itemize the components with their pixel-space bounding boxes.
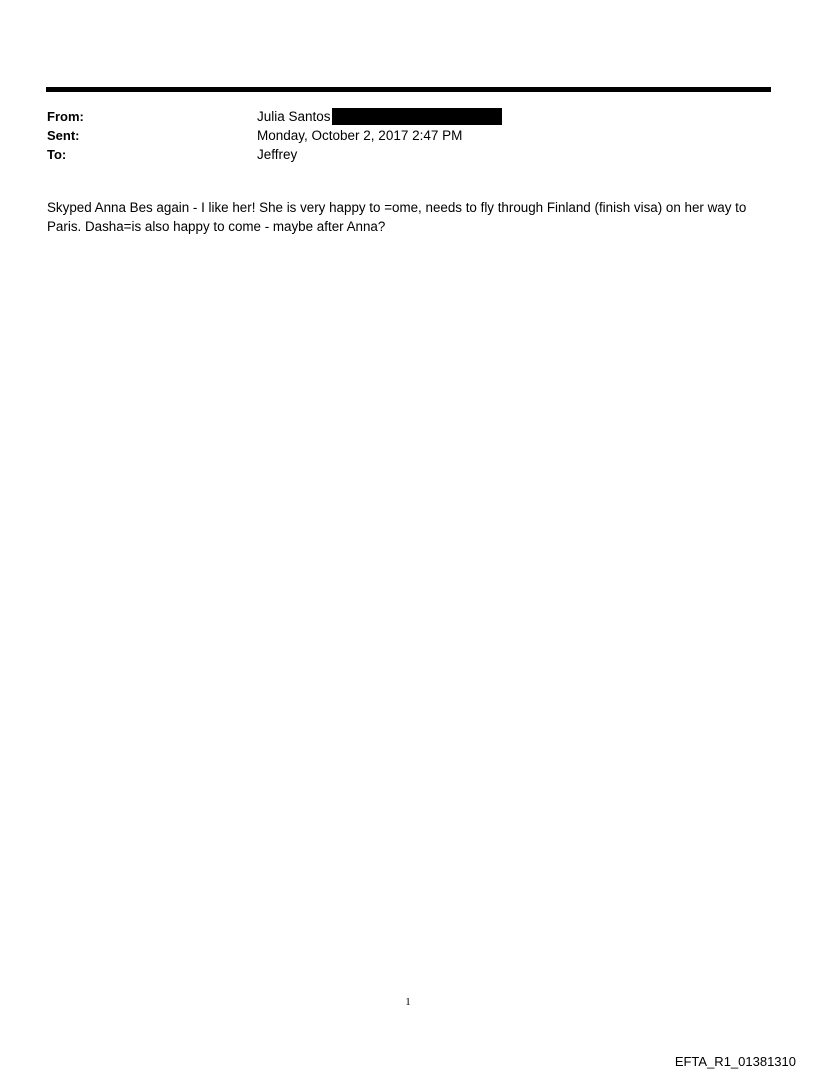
body-line: Skyped Anna Bes again - I like her! She is very happy to =ome, needs to fly through Finland (finish visa) on her way to bbox=[47, 200, 747, 215]
email-header bbox=[47, 107, 767, 164]
email-body bbox=[47, 198, 767, 236]
to-row bbox=[47, 145, 767, 164]
sender-name: Julia Santos bbox=[257, 109, 331, 124]
to-value: Jeffrey bbox=[257, 147, 298, 162]
page-number: 1 bbox=[405, 996, 411, 1008]
redaction-block bbox=[332, 108, 502, 125]
from-value bbox=[257, 108, 502, 125]
header-divider bbox=[46, 87, 771, 92]
body-line: Paris. Dasha=is also happy to come - maybe after Anna? bbox=[47, 219, 386, 234]
document-id: EFTA_R1_01381310 bbox=[674, 1054, 796, 1069]
sent-value: Monday, October 2, 2017 2:47 PM bbox=[257, 128, 463, 143]
sent-label: Sent: bbox=[47, 128, 80, 143]
from-row bbox=[47, 107, 767, 126]
to-label: To: bbox=[47, 147, 67, 162]
from-label: From: bbox=[47, 109, 84, 124]
sent-row bbox=[47, 126, 767, 145]
